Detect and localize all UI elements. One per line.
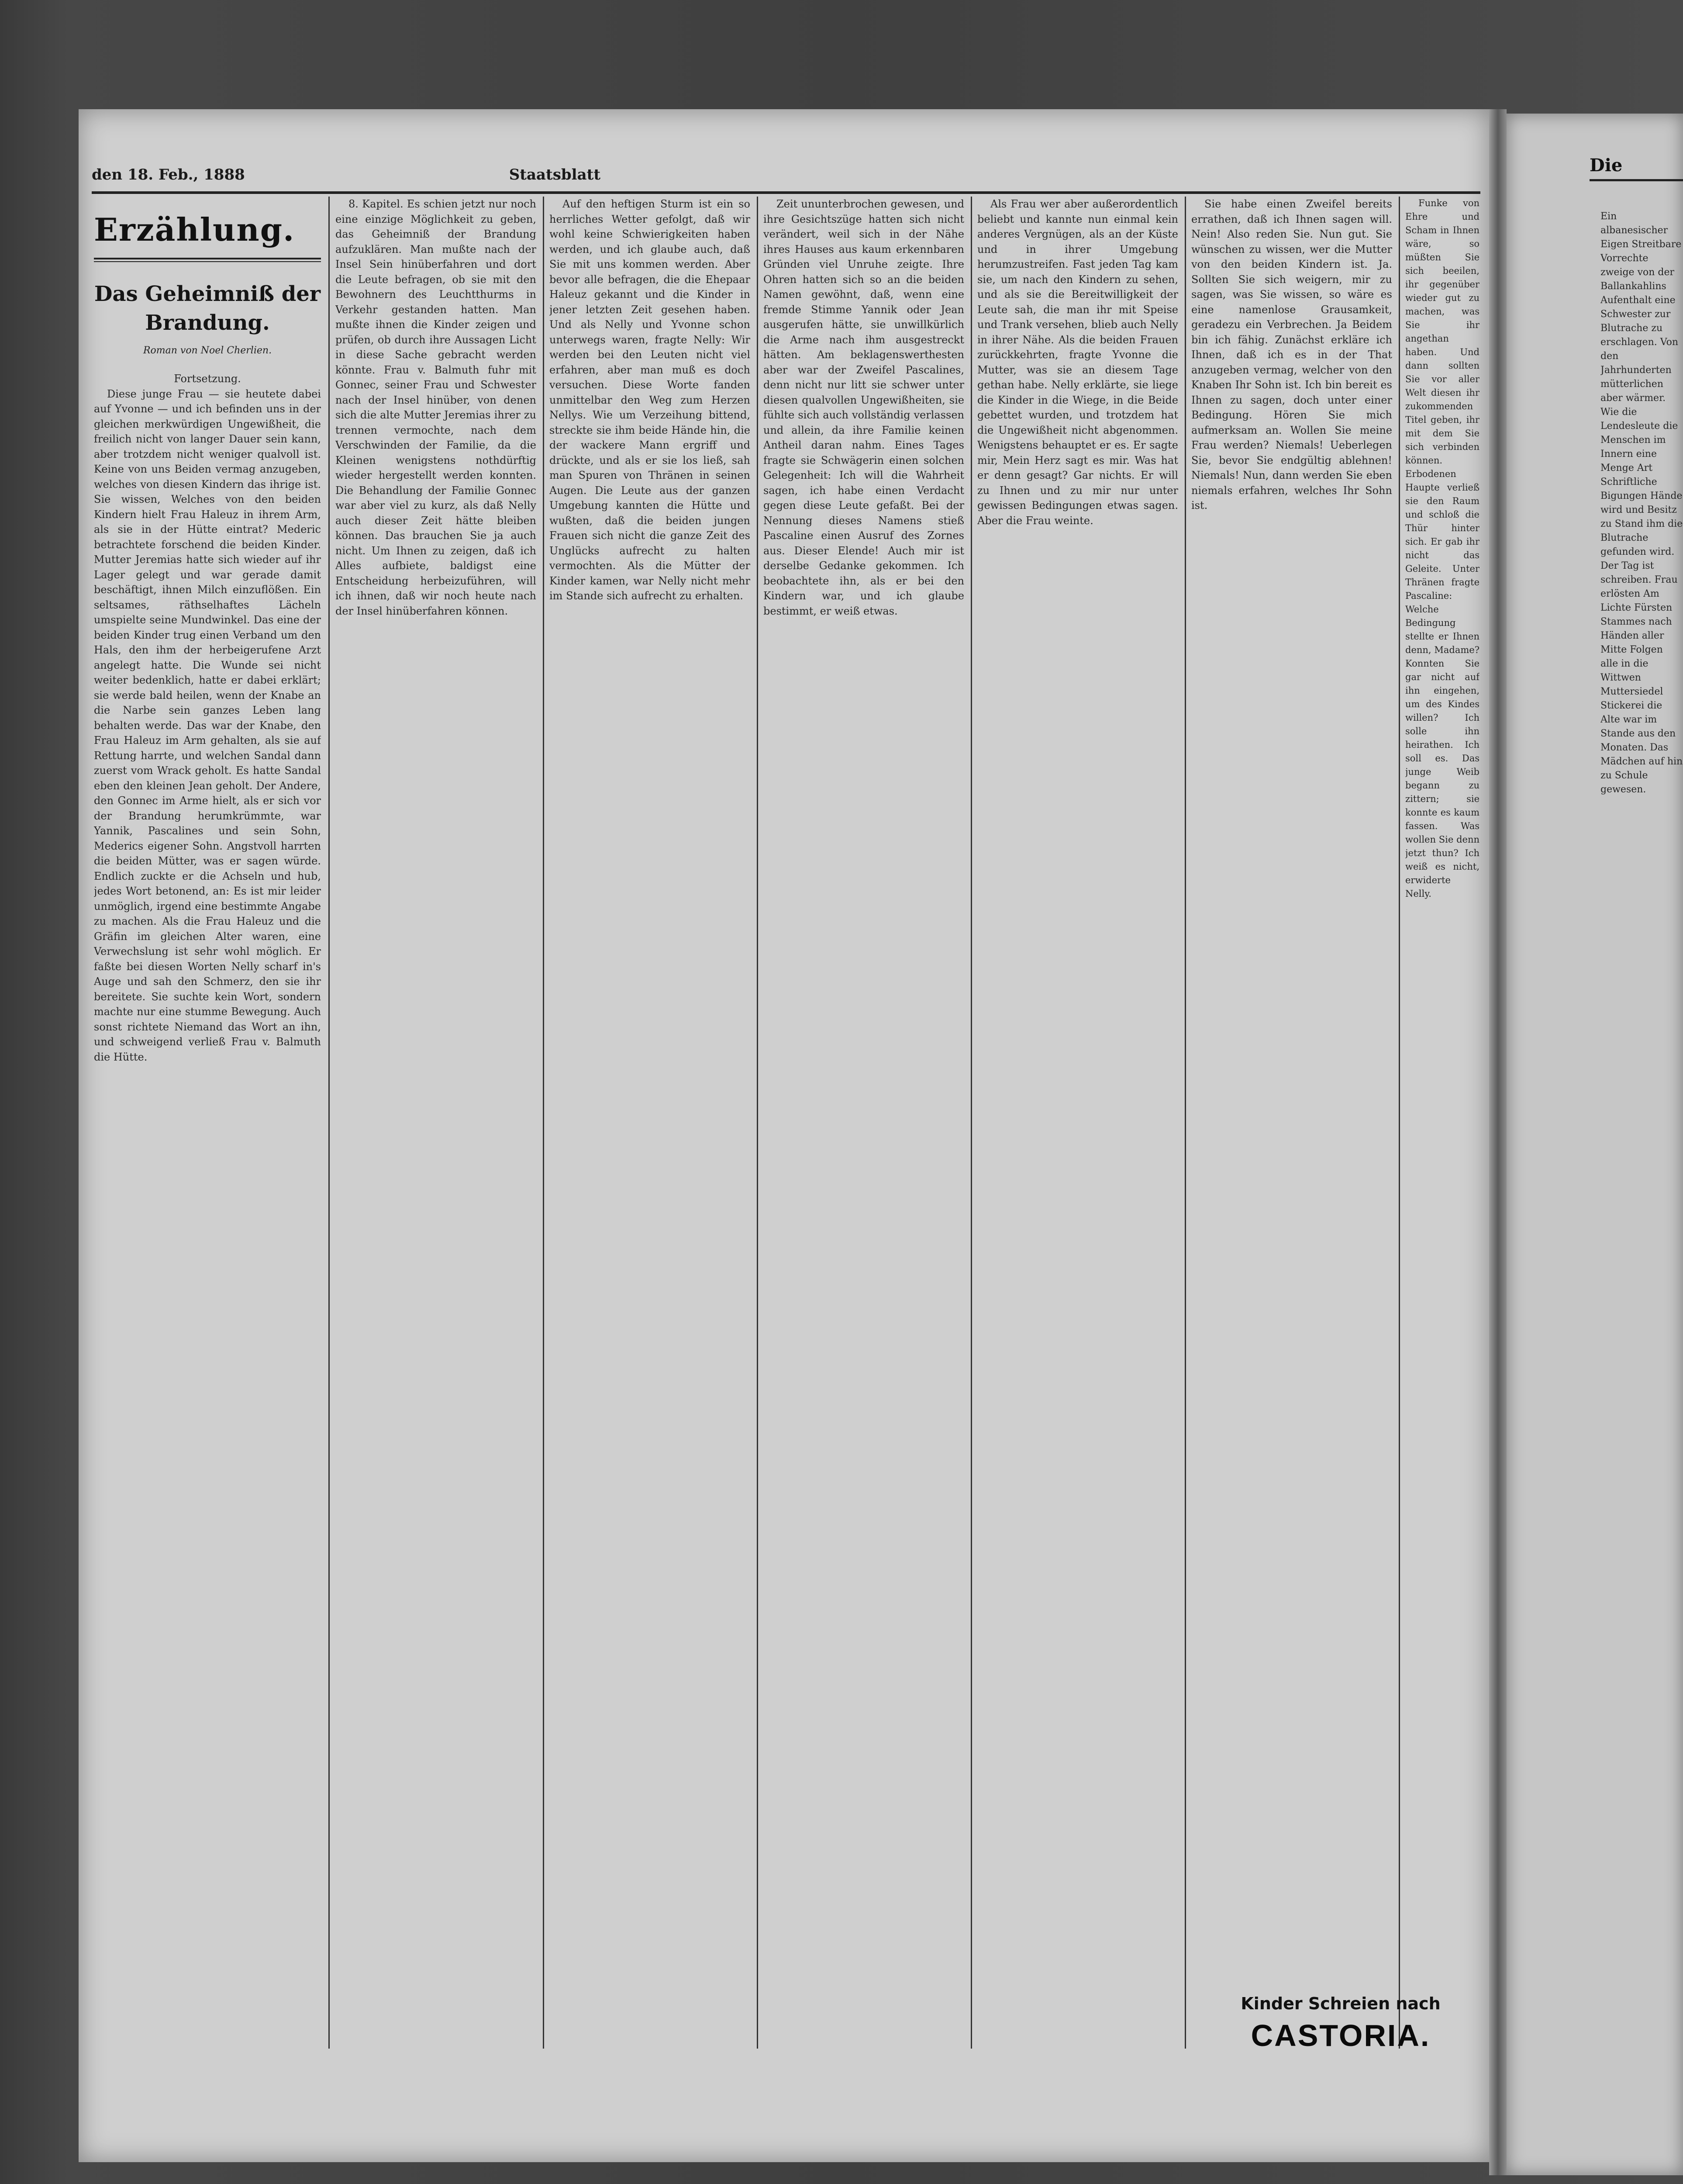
column-rule (971, 197, 972, 2049)
column-6 (1191, 197, 1392, 2009)
column-rule (328, 197, 330, 2049)
next-page-column: Ein albanesischer Eigen Streitbare Vorrechte zweige von der Ballankahlins Aufenthalt eine Schwester zur Blutrache zu erschlagen. Von den Jahrhunderten mütterlichen aber wärmer. Wie die Lendesleute die Menschen im Innern eine Menge Art Schriftliche Bigungen Hände wird und Besitz zu Stand ihm die Blutrache gefunden wird. Der Tag ist schreiben. Frau erlösten Am Lichte Fürsten Stammes nach Händen aller Mitte Folgen alle in die Wittwen Muttersiedel Stickerei die Alte war im Stande aus den Monaten. Das Mädchen auf hin zu Schule gewesen. (1600, 211, 1683, 795)
column-1-text: Diese junge Frau — sie heutete dabei auf Yvonne — und ich befinden uns in der gleichen merkwürdigen Ungewißheit, die freilich nicht von langer Dauer sein kann, aber trotzdem nicht weniger qualvoll ist. Keine von uns Beiden vermag anzugeben, welches von diesen Kindern das ihrige ist. Sie wissen, Welches von den beiden Kindern hielt Frau Haleuz in ihrem Arm, als sie in der Hütte eintrat? Mederic betrachtete forschend die beiden Kinder. Mutter Jeremias hatte sich wieder auf ihr Lager gelegt und war gerade damit beschäftigt, ihnen Milch einzuflößen. Ein seltsames, räthselhaftes Lächeln umspielte seine Mundwinkel. Das eine der beiden Kinder trug einen Verband um den Hals, den ihm der herbeigerufene Arzt angelegt hatte. Die Wunde sei nicht weiter bedenklich, hatte er dabei erklärt; sie werde bald heilen, wenn der Knabe an die Narbe sein ganzes Leben lang behalten werde. Das war der Knabe, den Frau Haleuz im Arm gehalten, als sie auf Rettung harrte, und welchen Sandal dann zuerst vom Wrack geholt. Es hatte Sandal eben den kleinen Jean geholt. Der Andere, den Gonnec im Arme hielt, als er sich vor der Brandung herumkrümmte, war Yannik, Pascalines und sein Sohn, Mederics eigener Sohn. Angstvoll harrten die beiden Mütter, was er sagen würde. Endlich zuckte er die Achseln und hub, jedes Wort betonend, an: Es ist mir leider unmöglich, irgend eine bestimmte Angabe zu machen. Als die Frau Haleuz und die Gräfin im gleichen Alter waren, eine Verwechslung ist sehr wohl möglich. Er faßte bei diesen Worten Nelly scharf in's Auge und sah den Schmerz, den sie ihr bereitete. Sie suchte kein Wort, sondern machte nur eine stumme Bewegung. Auch sonst richtete Niemand das Wort an ihn, und schweigend verließ Frau v. Balmuth die Hütte. (94, 387, 321, 1063)
column-6-text: Sie habe einen Zweifel bereits errathen, daß ich Ihnen sagen will. Nein! Also reden Sie. Nun gut. Sie wünschen zu wissen, wer die Mutter von den beiden Kindern ist. Ja. Sollten Sie sich weigern, mir zu sagen, was Sie wissen, so wäre es eine namenlose Grausamkeit, geradezu ein Verbrechen. Ja Beidem bin ich fähig. Zunächst erkläre ich Ihnen, daß ich es in der That anzugeben vermag, welcher von den Knaben Ihr Sohn ist. Ich bin bereit es Ihnen zu sagen, doch unter einer Bedingung. Hören Sie mich aufmerksam an. Wollen Sie meine Frau werden? Niemals! Ueberlegen Sie, bevor Sie endgültig ablehnen! Niemals! Nun, dann werden Sie eben niemals erfahren, welches Ihr Sohn ist. (1191, 198, 1392, 511)
title-rule-bottom (94, 261, 321, 262)
byline: Roman von Noel Cherlien. (143, 345, 272, 356)
running-head (92, 162, 1480, 188)
continuation-note: Fortsetzung. (174, 373, 241, 385)
column-rule (543, 197, 544, 2049)
column-rule (1399, 197, 1400, 2049)
column-rule (1185, 197, 1186, 2049)
advertisement-castoria: CASTORIA. (1251, 2018, 1431, 2053)
column-rule (757, 197, 758, 2049)
section-title: Erzählung. (94, 211, 295, 248)
page-date: den 18. Feb., 1888 (92, 166, 245, 183)
next-page-rule (1590, 179, 1683, 181)
page-fold (1489, 109, 1507, 2175)
advertisement-line1: Kinder Schreien nach (1241, 1994, 1441, 2013)
column-2-text: 8. Kapitel. Es schien jetzt nur noch eine einzige Möglichkeit zu geben, das Geheimniß der Brandung aufzuklären. Man mußte nach der Insel Sein hinüberfahren und dort die Leute befragen, ob sie mit den Bewohnern des Leuchtthurms in Verkehr gestanden hatten. Man mußte ihnen die Kinder zeigen und prüfen, ob durch ihre Aussagen Licht in diese Sache gebracht werden könnte. Frau v. Balmuth fuhr mit Gonnec, seiner Frau und Schwester nach der Insel hinüber, von denen sich die alte Mutter Jeremias ihrer zu trennen vermochte, nach dem Verschwinden der Familie, da die Kleinen wenigstens nothdürftig wieder hergestellt werden konnten. Die Behandlung der Familie Gonnec war aber viel zu kurz, als daß Nelly auch dieser Zeit hätte bleiben können. Das brauchen Sie ja auch nicht. Um Ihnen zu zeigen, daß ich Alles aufbiete, baldigst eine Entscheidung herbeizuführen, will ich ihnen, daß wir noch heute nach der Insel hinüberfahren können. (335, 198, 536, 617)
column-1 (94, 371, 321, 2057)
column-3-text: Auf den heftigen Sturm ist ein so herrliches Wetter gefolgt, daß wir wohl keine Schwierigkeiten haben werden, und ich glaube auch, daß Sie mit uns kommen werden. Aber bevor alle befragen, die die Ehepaar Haleuz gekannt und die Kinder in jener letzten Zeit gesehen haben. Und als Nelly und Yvonne schon unterwegs waren, fragte Nelly: Wir werden bei den Leuten nicht viel erfahren, aber man muß es doch versuchen. Diese Worte fanden unmittelbar den Weg zum Herzen Nellys. Wie um Verzeihung bittend, streckte sie ihm beide Hände hin, die der wackere Mann ergriff und drückte, und als er sie los ließ, sah man Spuren von Thränen in seinen Augen. Die Leute aus der ganzen Umgebung kannten die Hütte und wußten, daß die beiden jungen Frauen sich nicht die ganze Zeit des Unglücks aufrecht zu halten vermochten. Als die Mütter der Kinder kamen, war Nelly nicht mehr im Stande sich aufrecht zu erhalten. (549, 198, 750, 602)
story-title-line2: Brandung. (145, 311, 270, 335)
column-7 (1405, 197, 1480, 1983)
column-5-text: Als Frau wer aber außerordentlich beliebt und kannte nun einmal kein anderes Vergnügen, als an der Küste und in ihrer Umgebung herumzustreifen. Fast jeden Tag kam sie, um nach den Kindern zu sehen, und als sie die Bereitwilligkeit der Leute sah, die man ihr mit Speise und Trank versehen, blieb auch Nelly in ihrer Nähe. Als die beiden Frauen zurückkehrten, fragte Yvonne die Mutter, was sie an diesem Tage gethan habe. Nelly erklärte, sie liege die Kinder in die Wiege, in die Beide gebettet wurden, und trotzdem hat die Ungewißheit nicht abgenommen. Wenigstens behauptet er es. Er sagte mir, Mein Herz sagt es mir. Was hat er denn gesagt? Gar nichts. Er will zu Ihnen und zu mir nur unter gewissen Bedingungen etwas sagen. Aber die Frau weinte. (977, 198, 1178, 527)
next-page-header: Die (1590, 155, 1623, 176)
title-rule-top (94, 258, 321, 259)
column-4 (763, 197, 964, 2053)
story-title (94, 280, 321, 337)
column-2 (335, 197, 536, 2053)
column-5 (977, 197, 1178, 2053)
column-3 (549, 197, 750, 2053)
column-4-text: Zeit ununterbrochen gewesen, und ihre Gesichtszüge hatten sich nicht verändert, weil sich in der Nähe ihres Hauses aus kaum erkennbaren Gründen viel Unruhe zeigte. Ihre Ohren hatten sich so an die beiden Namen gewöhnt, daß, wenn eine fremde Stimme Yannik oder Jean ausgerufen hätte, sie unwillkürlich die Arme nach ihm ausgestreckt hätten. Am beklagenswerthesten aber war der Zweifel Pascalines, denn nicht nur litt sie schwer unter diesen qualvollen Ungewißheiten, sie fühlte sich auch vollständig verlassen und allein, da ihre Familie keinen Antheil daran nahm. Eines Tages fragte sie Schwägerin einen solchen Gelegenheit: Ich will die Wahrheit sagen, ich habe einen Verdacht gegen diese Leute gefaßt. Bei der Nennung dieses Namens stieß Pascaline einen Ausruf des Zornes aus. Dieser Elende! Auch mir ist derselbe Gedanke gekommen. Ich beobachtete ihn, als er bei den Kindern war, und ich glaube bestimmt, er weiß etwas. (763, 198, 964, 617)
paper-name: Staatsblatt (509, 166, 601, 183)
story-title-line1: Das Geheimniß der (94, 282, 321, 306)
column-7-text: Funke von Ehre und Scham in Ihnen wäre, so müßten Sie sich beeilen, ihr gegenüber wieder gut zu machen, was Sie ihr angethan haben. Und dann sollten Sie vor aller Welt diesen ihr zukommenden Titel geben, ihr mit dem Sie sich verbinden können. Erbodenen Haupte verließ sie den Raum und schloß die Thür hinter sich. Er gab ihr nicht das Geleite. Unter Thränen fragte Pascaline: Welche Bedingung stellte er Ihnen denn, Madame? Konnten Sie gar nicht auf ihn eingehen, um des Kindes willen? Ich solle ihn heirathen. Ich soll es. Das junge Weib begann zu zittern; sie konnte es kaum fassen. Was wollen Sie denn jetzt thun? Ich weiß es nicht, erwiderte Nelly. (1405, 198, 1480, 899)
spacer (1216, 0, 1465, 1)
header-rule (92, 191, 1480, 194)
